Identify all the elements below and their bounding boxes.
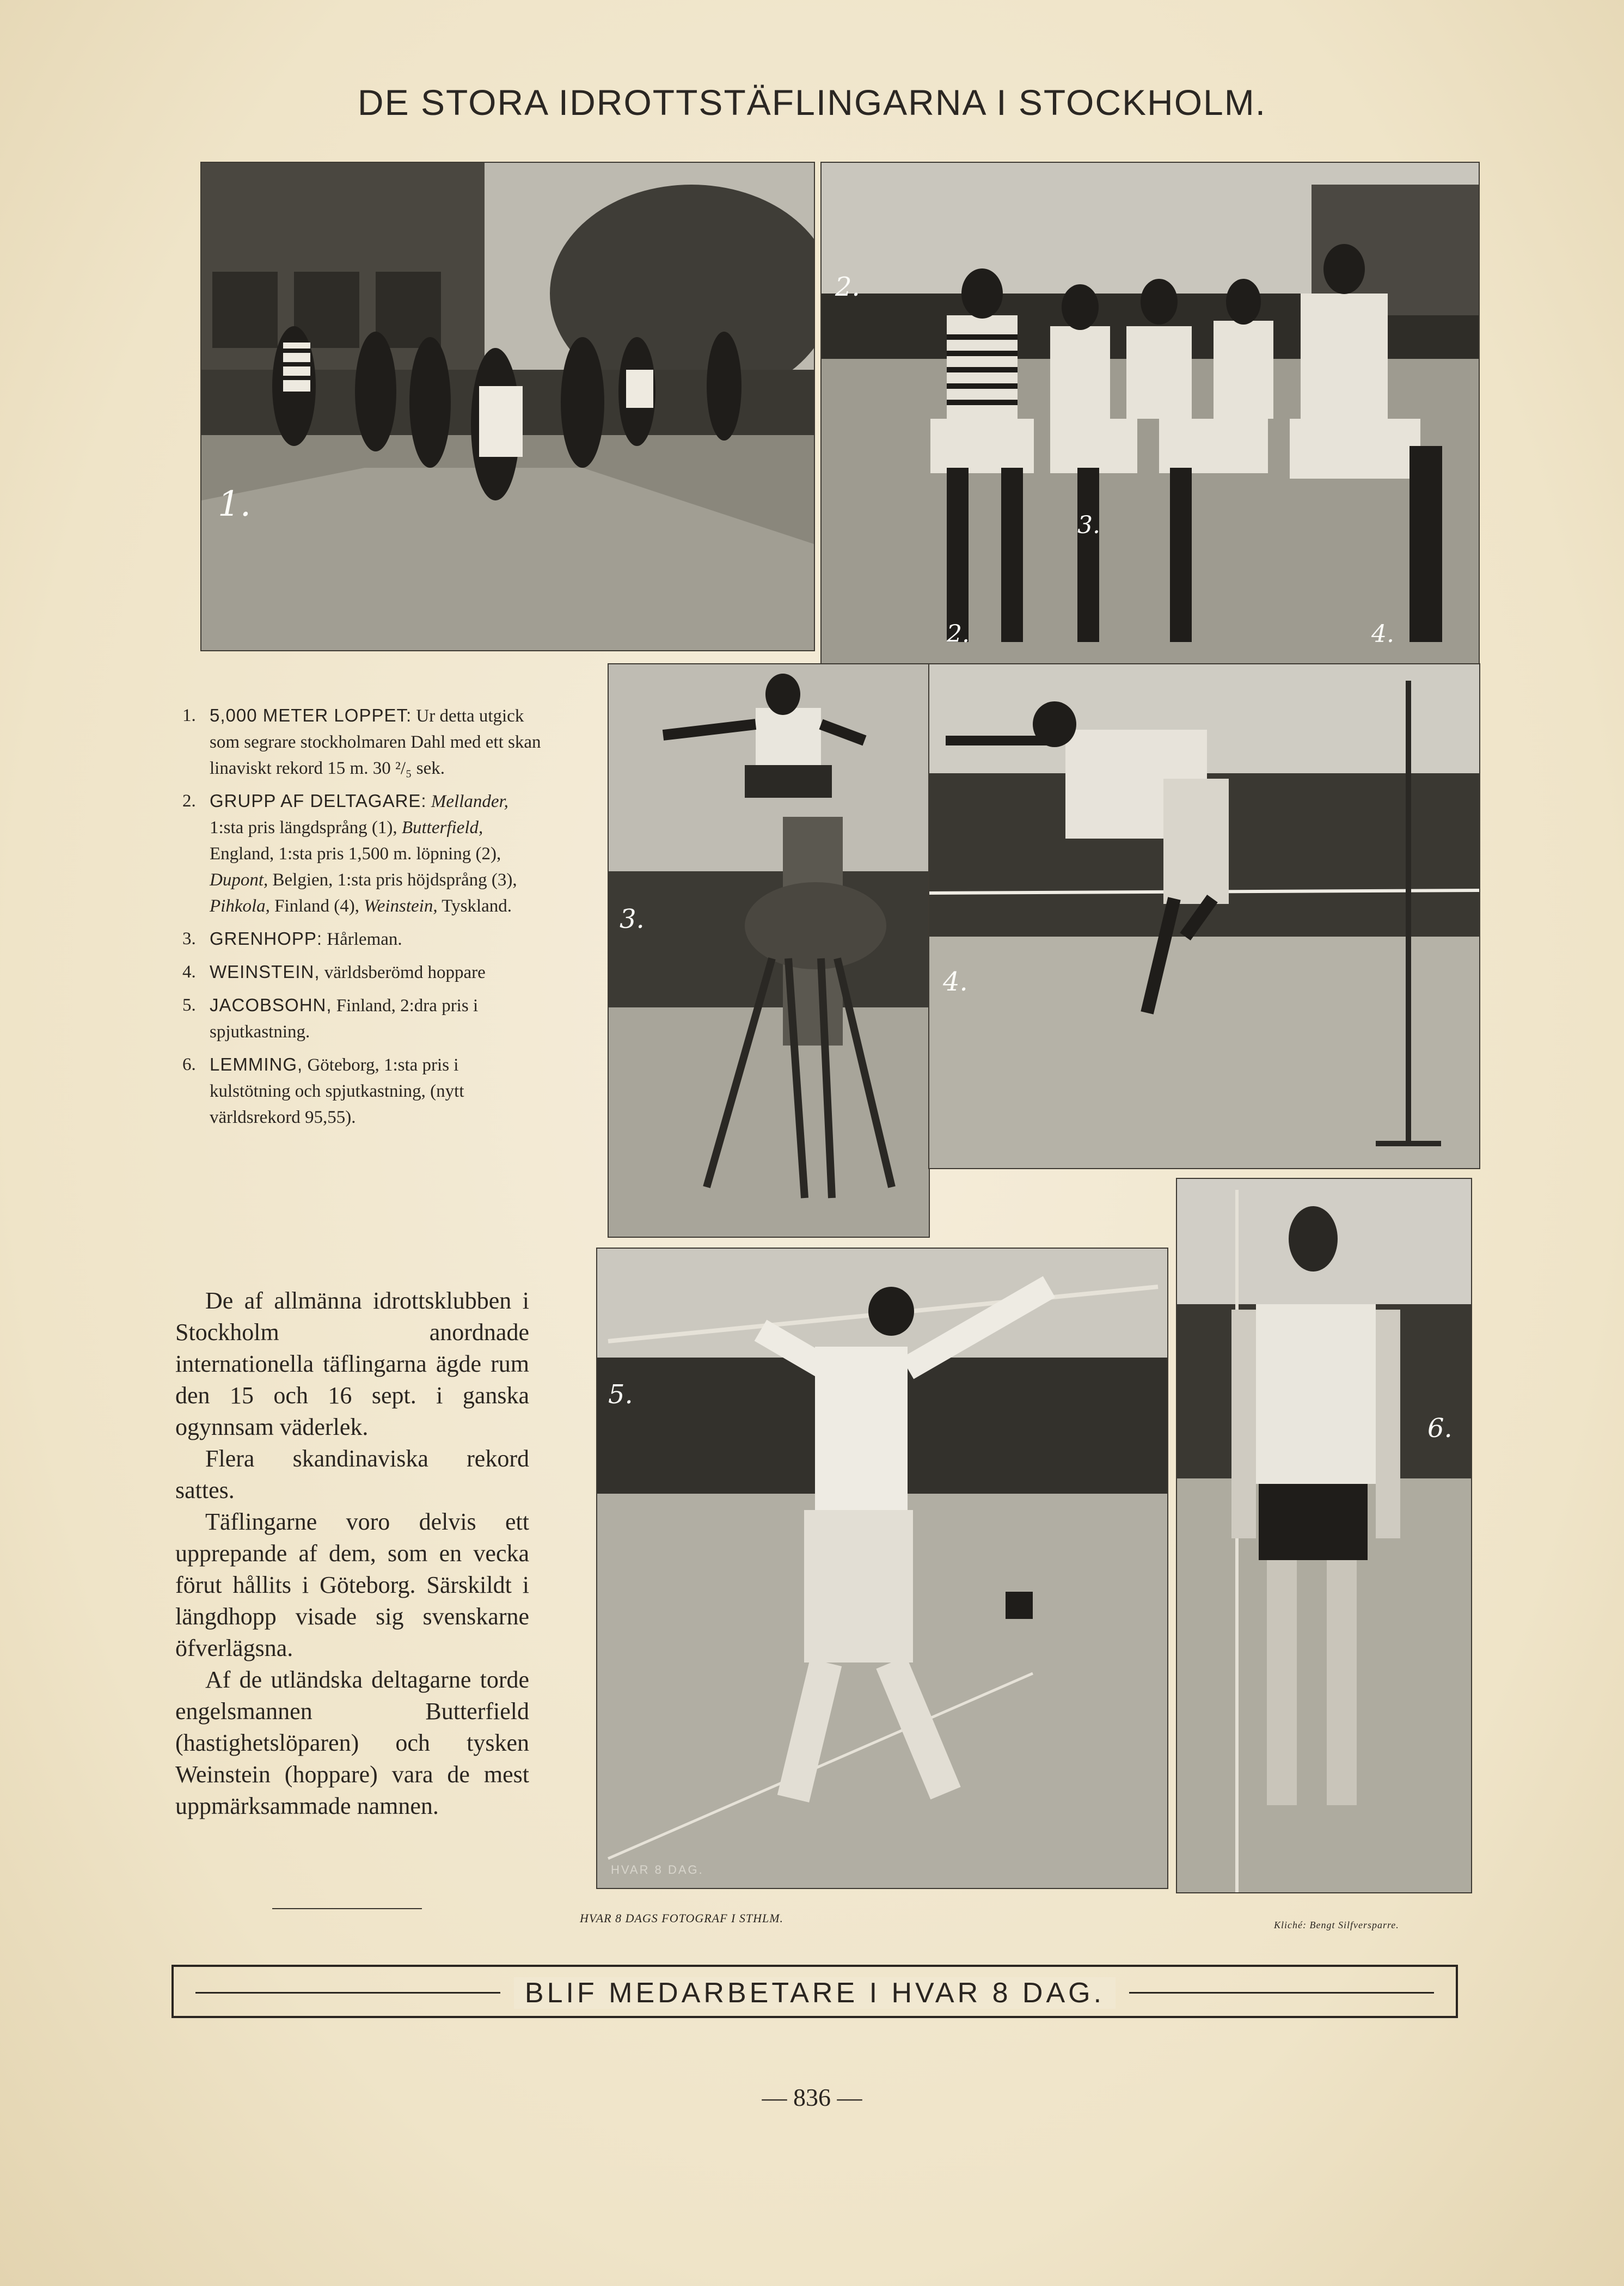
caption-heading: LEMMING, (210, 1054, 303, 1074)
race-photo-graphic (201, 163, 814, 650)
article-paragraph: Täflingarne voro delvis ett upprepande af dem, som en vecka förut hållits i Göteborg. Särskildt i längdhopp visade sig svenskarne öfverlägsna. (175, 1508, 529, 1661)
photo-number-1: 1. (218, 484, 252, 524)
caption-text: världsberömd hoppare (324, 963, 486, 982)
caption-heading: 5,000 METER LOPPET: (210, 705, 412, 725)
highjump-photo-graphic (929, 664, 1479, 1168)
caption-text: Finland (4), (274, 896, 359, 916)
caption-heading: GRUPP AF DELTAGARE: (210, 791, 427, 811)
photo-grenhopp (608, 663, 930, 1238)
photo-watermark: HVAR 8 DAG. (611, 1863, 704, 1877)
article-body (175, 1285, 529, 1822)
group-photo-graphic (822, 163, 1479, 665)
lemming-photo-graphic (1177, 1179, 1471, 1892)
photo-number-4: 4. (943, 967, 968, 997)
caption-heading: WEINSTEIN, (210, 962, 320, 982)
photo-number-5: 5. (608, 1379, 633, 1410)
photo-number-2-mid: 3. (1077, 511, 1100, 539)
caption-item-6 (182, 1052, 542, 1130)
photo-number-3: 3. (620, 904, 645, 934)
caption-number: 4. (182, 962, 196, 982)
photo-credit: HVAR 8 DAGS FOTOGRAF I STHLM. (580, 1911, 784, 1925)
caption-name: Pihkola, (210, 896, 270, 916)
caption-heading: GRENHOPP: (210, 928, 323, 949)
caption-text: Göteborg, 1:sta pris i kulstötning och spjutkastning, (nytt världsrekord 95,55). (210, 1055, 464, 1127)
photo-weinstein-high-jump (928, 663, 1480, 1169)
divider-rule (272, 1908, 422, 1909)
page-title: DE STORA IDROTTSTÄFLINGARNA I STOCKHOLM. (357, 82, 1267, 123)
caption-text: Finland, 2:dra pris i spjutkastning. (210, 996, 479, 1042)
caption-name: Dupont, (210, 870, 268, 890)
photo-number-6: 6. (1427, 1413, 1453, 1444)
vault-photo-graphic (609, 664, 929, 1237)
caption-item-4 (182, 959, 542, 986)
caption-list (182, 702, 542, 1137)
photo-number-2-bottom: 2. (947, 620, 970, 648)
caption-number: 1. (182, 706, 196, 725)
article-paragraph: Af de utländska deltagarne torde engelsmannen Butterfield (hastighetslöparen) och tysken Weinstein (hoppare) vara de mest uppmärksammade namnen. (175, 1666, 529, 1819)
article-paragraph: De af allmänna idrottsklubben i Stockholm anordnade internationella täflingarna ägde rum den 15 och 16 sept. i ganska ogynnsam väderlek. (175, 1287, 529, 1440)
article-paragraph: Flera skandinaviska rekord sattes. (175, 1445, 529, 1503)
caption-item-2 (182, 788, 542, 919)
caption-item-1 (182, 702, 542, 781)
page-number: — 836 — (762, 2083, 862, 2111)
caption-item-5 (182, 992, 542, 1045)
photo-group-participants (820, 162, 1480, 666)
caption-heading: JACOBSOHN, (210, 995, 332, 1015)
photo-number-2-top: 2. (835, 272, 860, 302)
banner-text: BLIF MEDARBETARE I HVAR 8 DAG. (514, 1977, 1116, 2009)
caption-text: Hårleman. (327, 930, 402, 949)
photo-number-2-right: 4. (1371, 620, 1394, 648)
caption-name: Mellander, (431, 792, 508, 811)
photo-lemming (1176, 1178, 1472, 1893)
banner-text-wrap (174, 1977, 1456, 2009)
photo-5000m-race (200, 162, 815, 651)
kliche-credit: Kliché: Bengt Silfversparre. (1274, 1920, 1399, 1930)
caption-text: 1:sta pris längdsprång (1), (210, 818, 397, 838)
caption-number: 6. (182, 1055, 196, 1074)
javelin-photo-graphic (597, 1249, 1167, 1888)
caption-text: Ur detta utgick som segrare stockholmaren Dahl med ett skan linaviskt rekord 15 m. 30 ²/₅ sek. (210, 706, 541, 778)
caption-text: England, 1:sta pris 1,500 m. löpning (2), (210, 844, 501, 864)
caption-number: 3. (182, 929, 196, 949)
caption-item-3 (182, 926, 542, 952)
caption-text: Tyskland. (442, 896, 512, 916)
photo-jacobsohn-javelin (596, 1248, 1168, 1889)
subscription-banner (171, 1965, 1458, 2018)
caption-number: 5. (182, 995, 196, 1015)
caption-text: Belgien, 1:sta pris höjdsprång (3), (272, 870, 517, 890)
caption-name: Weinstein, (364, 896, 438, 916)
caption-name: Butterfield, (401, 818, 483, 838)
caption-number: 2. (182, 791, 196, 811)
